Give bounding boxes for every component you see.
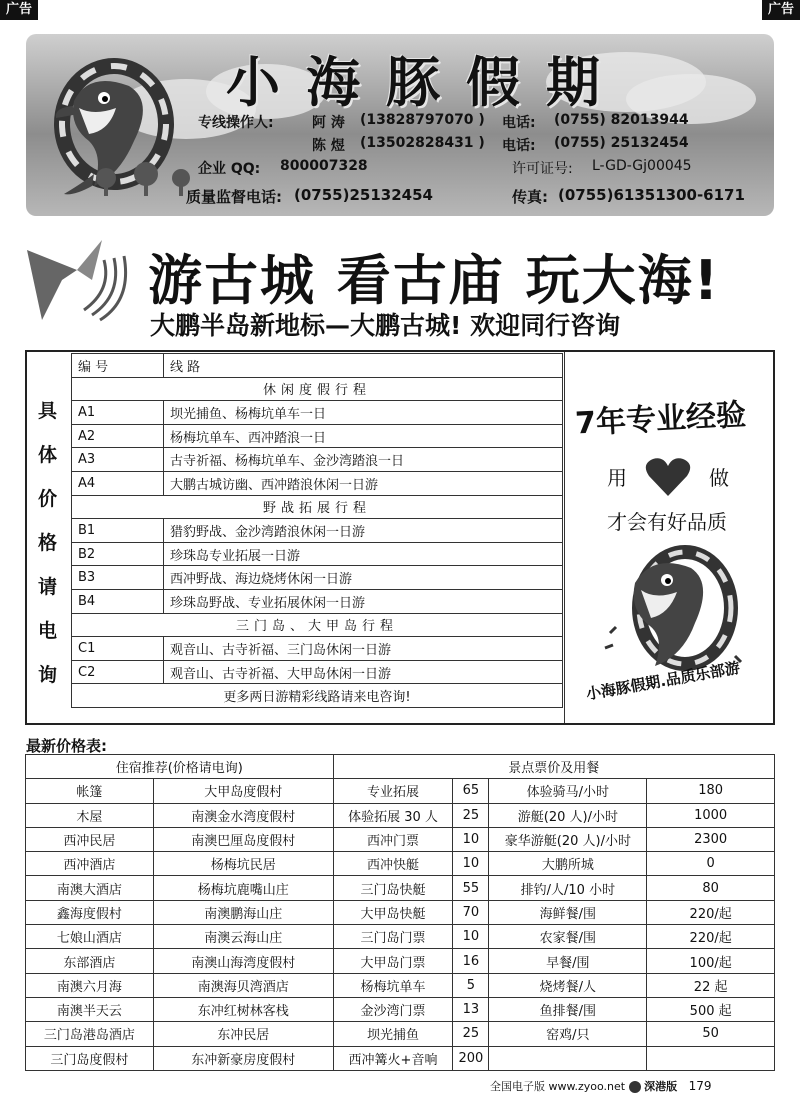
route-header: 线 路: [164, 354, 563, 378]
promo-do: 做: [709, 466, 729, 490]
table-row: [72, 471, 563, 495]
price-cell-lodging-b: 大甲岛度假村: [153, 779, 333, 803]
table-row: [26, 900, 775, 924]
price-cell-item-price: 5: [453, 973, 489, 997]
price-cell-ticket-price: 100/起: [647, 949, 775, 973]
price-cell-item: 大甲岛门票: [333, 949, 453, 973]
price-cell-item-price: 25: [453, 1022, 489, 1046]
table-row: [72, 401, 563, 425]
price-cell-ticket-price: 500 起: [647, 997, 775, 1021]
ad-tag-left: 广告: [0, 0, 38, 20]
code-header: 编 号: [72, 354, 164, 378]
price-cell-lodging-a: 三门岛港岛酒店: [26, 1022, 154, 1046]
license-label: 许可证号:: [512, 161, 573, 177]
price-cell-ticket-price: 180: [647, 779, 775, 803]
route-desc: 西冲野战、海边烧烤休闲一日游: [164, 566, 563, 590]
promo-use: 用: [607, 466, 627, 490]
bird-logo-icon: [22, 240, 142, 330]
price-cell-item-price: 55: [453, 876, 489, 900]
table-row: [26, 1046, 775, 1070]
side-label-char: 电: [38, 620, 58, 642]
price-cell-item: 大甲岛快艇: [333, 900, 453, 924]
price-cell-item-price: 65: [453, 779, 489, 803]
page-number: 179: [688, 1079, 712, 1093]
price-cell-ticket: 豪华游艇(20 人)/小时: [489, 827, 647, 851]
price-cell-ticket: 游艇(20 人)/小时: [489, 803, 647, 827]
table-row: [72, 637, 563, 661]
price-cell-lodging-b: 南澳山海湾度假村: [153, 949, 333, 973]
price-cell-ticket-price: [647, 1046, 775, 1070]
operator-phone: (0755) 82013944: [554, 112, 689, 128]
route-desc: 大鹏古城访幽、西冲踏浪休闲一日游: [164, 471, 563, 495]
price-cell-item: 西冲篝火+音响: [333, 1046, 453, 1070]
price-cell-ticket-price: 50: [647, 1022, 775, 1046]
price-cell-lodging-a: 三门岛度假村: [26, 1046, 154, 1070]
price-cell-ticket: 大鹏所城: [489, 852, 647, 876]
price-cell-lodging-a: 七娘山酒店: [26, 925, 154, 949]
operator-mobile: (13828797070 ): [360, 112, 485, 128]
lodging-header: 住宿推荐(价格请电询): [26, 755, 334, 779]
price-table: [25, 754, 775, 1071]
price-cell-lodging-b: 杨梅坑民居: [153, 852, 333, 876]
table-header-row: [26, 755, 775, 779]
price-cell-item-price: 25: [453, 803, 489, 827]
route-code: B4: [72, 589, 164, 613]
price-cell-item: 三门岛快艇: [333, 876, 453, 900]
table-row: [26, 973, 775, 997]
footer-url: www.zyoo.net: [548, 1080, 626, 1093]
experience-years: 7年专业经验: [574, 397, 747, 442]
route-desc: 古寺祈福、杨梅坑单车、金沙湾踏浪一日: [164, 448, 563, 472]
price-cell-ticket: 烧烤餐/人: [489, 973, 647, 997]
ad-tag-right: 广告: [762, 0, 800, 20]
price-cell-lodging-a: 西冲民居: [26, 827, 154, 851]
qq-number: 800007328: [280, 158, 368, 174]
price-cell-ticket: 排钓/人/10 小时: [489, 876, 647, 900]
slogan-main: 游古城 看古庙 玩大海!: [148, 249, 721, 312]
route-code: A2: [72, 424, 164, 448]
route-desc: 观音山、古寺祈福、大甲岛休闲一日游: [164, 660, 563, 684]
price-cell-ticket-price: 22 起: [647, 973, 775, 997]
operator-mobile: (13502828431 ): [360, 135, 485, 151]
route-desc: 观音山、古寺祈福、三门岛休闲一日游: [164, 637, 563, 661]
route-code: A1: [72, 401, 164, 425]
route-desc: 坝光捕鱼、杨梅坑单车一日: [164, 401, 563, 425]
route-code: A4: [72, 471, 164, 495]
price-table-title: 最新价格表:: [26, 737, 107, 755]
price-cell-item-price: 10: [453, 827, 489, 851]
price-cell-ticket: 早餐/围: [489, 949, 647, 973]
price-cell-item-price: 10: [453, 925, 489, 949]
price-cell-lodging-b: 杨梅坑鹿嘴山庄: [153, 876, 333, 900]
operators-label: 专线操作人:: [198, 115, 274, 131]
slogan-sub: 大鹏半岛新地标—大鹏古城! 欢迎同行咨询: [150, 311, 621, 340]
price-cell-lodging-b: 南澳金水湾度假村: [153, 803, 333, 827]
table-row: [26, 1022, 775, 1046]
side-label-char: 体: [38, 444, 58, 466]
more-routes-note: 更多两日游精彩线路请来电咨询!: [72, 684, 563, 708]
side-label-char: 具: [38, 400, 58, 422]
table-row: [72, 519, 563, 543]
price-cell-lodging-b: 南澳巴厘岛度假村: [153, 827, 333, 851]
price-cell-lodging-b: 南澳云海山庄: [153, 925, 333, 949]
price-cell-lodging-a: 南澳半天云: [26, 997, 154, 1021]
footer: [490, 1078, 711, 1094]
price-cell-item-price: 200: [453, 1046, 489, 1070]
price-cell-item: 金沙湾门票: [333, 997, 453, 1021]
promo-club: 小海豚假期.品质乐部游: [584, 658, 742, 704]
header-banner: [26, 34, 774, 216]
section-title: 休闲度假行程: [72, 377, 563, 401]
route-desc: 猎豹野战、金沙湾踏浪休闲一日游: [164, 519, 563, 543]
footer-logo-icon: [629, 1081, 641, 1093]
itinerary-box: [25, 350, 775, 725]
table-header-row: [72, 354, 563, 378]
side-label-char: 价: [38, 488, 58, 510]
promo-quality: 才会有好品质: [607, 510, 727, 534]
price-cell-item-price: 16: [453, 949, 489, 973]
price-cell-ticket: 鱼排餐/围: [489, 997, 647, 1021]
itinerary-table: [71, 353, 563, 708]
section-title: 三门岛、大甲岛行程: [72, 613, 563, 637]
promo-panel: [564, 352, 773, 723]
price-cell-lodging-a: 帐篷: [26, 779, 154, 803]
price-cell-ticket: 农家餐/围: [489, 925, 647, 949]
price-cell-ticket: 体验骑马/小时: [489, 779, 647, 803]
side-label-char: 询: [38, 664, 58, 686]
price-cell-lodging-a: 鑫海度假村: [26, 900, 154, 924]
table-row: [26, 949, 775, 973]
price-cell-item: 三门岛门票: [333, 925, 453, 949]
price-cell-ticket-price: 80: [647, 876, 775, 900]
price-cell-item: 西冲门票: [333, 827, 453, 851]
heart-icon: [645, 456, 691, 498]
phone-label: 电话:: [502, 138, 536, 154]
price-cell-lodging-a: 南澳大酒店: [26, 876, 154, 900]
table-row: [72, 589, 563, 613]
qq-label: 企业 QQ:: [198, 161, 261, 177]
table-row: [72, 448, 563, 472]
route-code: A3: [72, 448, 164, 472]
price-cell-ticket-price: 1000: [647, 803, 775, 827]
price-cell-item: 体验拓展 30 人: [333, 803, 453, 827]
section-title: 野战拓展行程: [72, 495, 563, 519]
price-cell-ticket-price: 2300: [647, 827, 775, 851]
table-row: [72, 566, 563, 590]
price-cell-ticket: 海鲜餐/围: [489, 900, 647, 924]
fax-number: (0755)61351300-6171: [558, 186, 745, 204]
brand-title: 小海豚假期: [226, 50, 626, 114]
table-row: [26, 852, 775, 876]
license-number: L-GD-Gj00045: [592, 158, 692, 174]
operator-name: 陈 煜: [312, 138, 345, 154]
quality-phone: (0755)25132454: [294, 186, 433, 204]
price-cell-lodging-b: 南澳鹏海山庄: [153, 900, 333, 924]
side-label-char: 格: [38, 532, 58, 554]
table-row: [26, 876, 775, 900]
phone-label: 电话:: [502, 115, 536, 131]
side-label-char: 请: [38, 576, 58, 598]
price-cell-item: 杨梅坑单车: [333, 973, 453, 997]
price-cell-lodging-a: 南澳六月海: [26, 973, 154, 997]
price-cell-lodging-b: 东冲民居: [153, 1022, 333, 1046]
price-cell-lodging-b: 东冲新豪房度假村: [153, 1046, 333, 1070]
price-cell-lodging-b: 东冲红树林客栈: [153, 997, 333, 1021]
table-row: [26, 997, 775, 1021]
price-cell-item: 坝光捕鱼: [333, 1022, 453, 1046]
price-cell-lodging-a: 木屋: [26, 803, 154, 827]
footer-edition: 全国电子版: [490, 1080, 545, 1093]
route-code: B2: [72, 542, 164, 566]
route-code: B1: [72, 519, 164, 543]
route-desc: 杨梅坑单车、西冲踏浪一日: [164, 424, 563, 448]
price-cell-ticket-price: 220/起: [647, 900, 775, 924]
price-cell-lodging-a: 东部酒店: [26, 949, 154, 973]
tickets-header: 景点票价及用餐: [333, 755, 774, 779]
price-cell-item-price: 10: [453, 852, 489, 876]
table-row: [72, 424, 563, 448]
table-row: [26, 779, 775, 803]
price-cell-ticket-price: 0: [647, 852, 775, 876]
table-row: [72, 660, 563, 684]
footer-region: 深港版: [644, 1080, 678, 1093]
route-code: C2: [72, 660, 164, 684]
table-row: [26, 925, 775, 949]
price-cell-item-price: 13: [453, 997, 489, 1021]
price-cell-ticket-price: 220/起: [647, 925, 775, 949]
price-cell-item: 专业拓展: [333, 779, 453, 803]
price-cell-item-price: 70: [453, 900, 489, 924]
table-row: [72, 542, 563, 566]
route-desc: 珍珠岛专业拓展一日游: [164, 542, 563, 566]
table-row: [26, 803, 775, 827]
quality-label: 质量监督电话:: [186, 188, 282, 206]
operator-name: 阿 涛: [312, 115, 345, 131]
table-row: [26, 827, 775, 851]
operator-phone: (0755) 25132454: [554, 135, 689, 151]
price-cell-item: 西冲快艇: [333, 852, 453, 876]
price-cell-lodging-a: 西冲酒店: [26, 852, 154, 876]
price-cell-lodging-b: 南澳海贝湾酒店: [153, 973, 333, 997]
fax-label: 传真:: [512, 188, 548, 206]
price-cell-ticket: [489, 1046, 647, 1070]
route-desc: 珍珠岛野战、专业拓展休闲一日游: [164, 589, 563, 613]
route-code: C1: [72, 637, 164, 661]
price-cell-ticket: 窑鸡/只: [489, 1022, 647, 1046]
route-code: B3: [72, 566, 164, 590]
